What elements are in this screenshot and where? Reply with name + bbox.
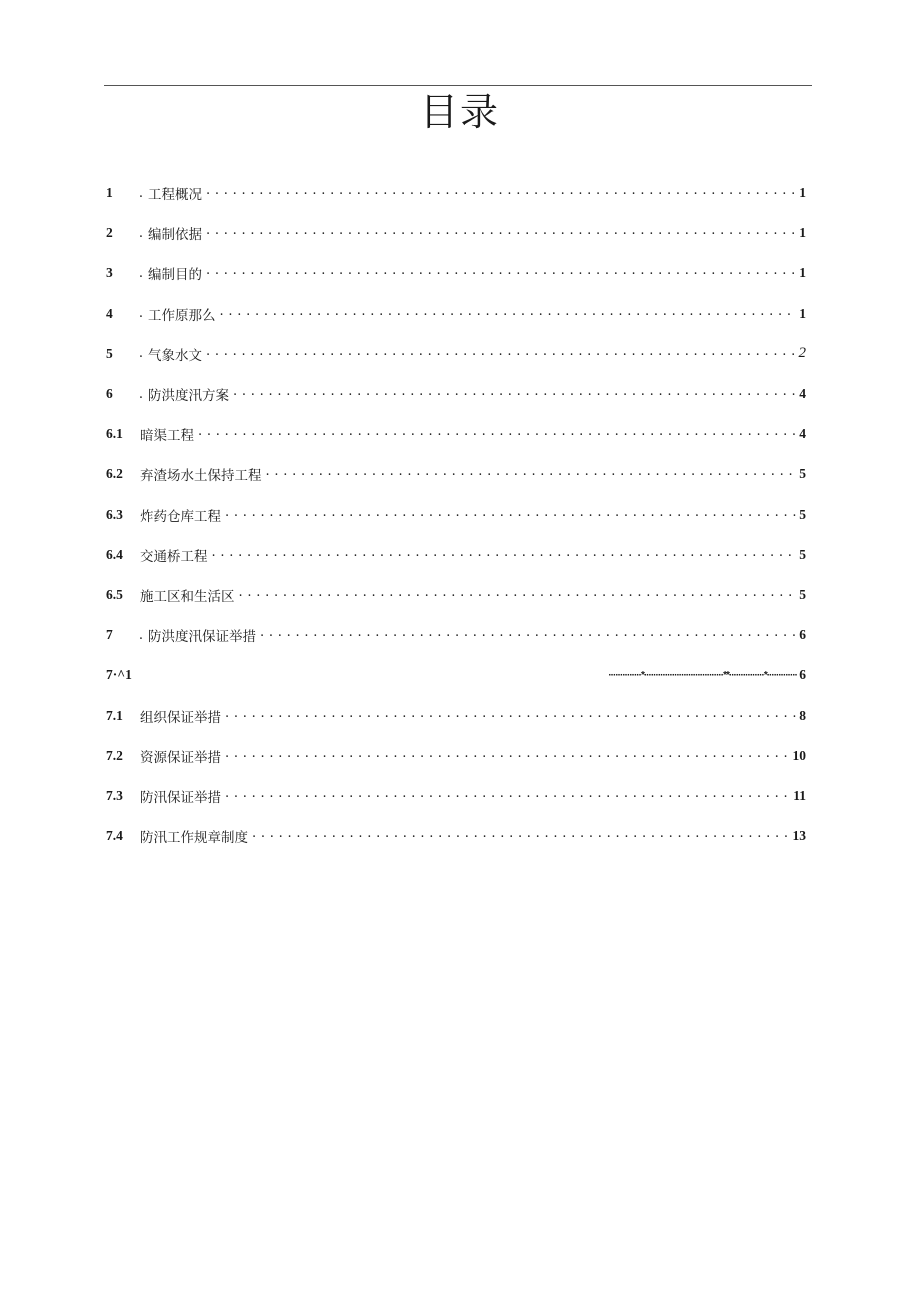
toc-page: 8 — [799, 707, 806, 723]
toc-leader — [225, 749, 791, 763]
toc-page: 2 — [798, 345, 806, 362]
toc-page: 4 — [799, 426, 806, 442]
toc-leader — [239, 588, 797, 602]
toc-label: 气象水文 — [148, 347, 202, 364]
toc-separator: . — [138, 185, 144, 201]
toc-number: 4 — [106, 305, 113, 321]
toc-label: 防汛工作规章制度 — [140, 830, 248, 847]
toc-page: 5 — [799, 506, 806, 522]
toc-number: 6.3 — [106, 506, 123, 522]
toc-leader — [233, 387, 796, 401]
toc-entry-6[interactable] — [106, 374, 806, 414]
toc-leader — [198, 427, 796, 441]
toc-label: 编制依据 — [148, 227, 202, 244]
toc-entry-5[interactable] — [106, 334, 806, 374]
toc-number: 5 — [106, 345, 113, 361]
toc-page: 6 — [799, 627, 806, 643]
toc-entry-6-3[interactable] — [106, 495, 806, 535]
toc-page: 13 — [792, 828, 806, 844]
toc-leader — [266, 467, 797, 481]
toc-label: 资源保证举措 — [140, 749, 221, 766]
toc-number: 7.3 — [106, 787, 123, 803]
toc-label: 暗渠工程 — [140, 428, 194, 445]
toc-page: 1 — [799, 265, 806, 281]
toc-separator: . — [138, 225, 144, 241]
toc-page: 1 — [799, 305, 806, 321]
toc-entry-1[interactable] — [106, 173, 806, 213]
toc-entry-6-5[interactable] — [106, 575, 806, 615]
toc-label: 弃渣场水土保持工程 — [140, 468, 262, 485]
table-of-contents — [106, 173, 806, 856]
toc-number: 1 — [106, 185, 113, 201]
toc-page: 10 — [792, 747, 806, 763]
toc-leader — [206, 226, 796, 240]
toc-entry-7-3[interactable] — [106, 776, 806, 816]
toc-entry-6-2[interactable] — [106, 454, 806, 494]
toc-page: 6 — [799, 667, 806, 683]
toc-number: 6.5 — [106, 586, 123, 602]
toc-leader — [225, 709, 796, 723]
toc-leader — [225, 789, 791, 803]
toc-separator: . — [138, 386, 144, 402]
toc-label: 防洪度汛方案 — [148, 388, 229, 405]
toc-entry-7-garbled[interactable] — [106, 655, 806, 695]
toc-entry-6-1[interactable] — [106, 414, 806, 454]
toc-leader — [206, 347, 796, 361]
toc-entry-7-2[interactable] — [106, 736, 806, 776]
toc-entry-4[interactable] — [106, 294, 806, 334]
toc-label: 工程概况 — [148, 187, 202, 204]
toc-entry-3[interactable] — [106, 253, 806, 293]
toc-label: 编制目的 — [148, 267, 202, 284]
toc-number: 7·^1 — [106, 667, 132, 683]
toc-leader — [212, 548, 797, 562]
toc-label: 组织保证举措 — [140, 709, 221, 726]
toc-label: 炸药仓库工程 — [140, 508, 221, 525]
toc-number: 7 — [106, 627, 113, 643]
toc-leader — [260, 628, 796, 642]
toc-number: 7.2 — [106, 747, 123, 763]
toc-separator: . — [138, 265, 144, 281]
toc-page: 5 — [799, 586, 806, 602]
toc-entry-7-4[interactable] — [106, 816, 806, 856]
toc-separator: . — [138, 346, 144, 362]
toc-separator: . — [138, 306, 144, 322]
toc-number: 3 — [106, 265, 113, 281]
toc-number: 6.2 — [106, 466, 123, 482]
toc-label: 防汛保证举措 — [140, 789, 221, 806]
toc-page: 1 — [799, 225, 806, 241]
toc-page: 4 — [799, 386, 806, 402]
toc-entry-7-1[interactable] — [106, 695, 806, 735]
toc-number: 6.1 — [106, 426, 123, 442]
toc-page: 1 — [799, 185, 806, 201]
toc-label: 交通桥工程 — [140, 548, 208, 565]
toc-leader — [252, 829, 791, 843]
toc-leader — [206, 186, 796, 200]
toc-page: 5 — [799, 546, 806, 562]
toc-page: 5 — [799, 466, 806, 482]
toc-number: 2 — [106, 225, 113, 241]
toc-label: 工作原那么 — [148, 307, 216, 324]
toc-page: 11 — [793, 787, 806, 803]
toc-leader — [225, 508, 796, 522]
toc-leader — [220, 307, 797, 321]
toc-separator: . — [138, 627, 144, 643]
toc-number: 6.4 — [106, 546, 123, 562]
toc-label: 施工区和生活区 — [140, 588, 235, 605]
toc-leader — [206, 266, 796, 280]
toc-entry-7[interactable] — [106, 615, 806, 655]
toc-number: 6 — [106, 386, 113, 402]
toc-label: 防洪度汛保证举措 — [148, 629, 256, 646]
toc-entry-6-4[interactable] — [106, 535, 806, 575]
page-title: 目录 — [419, 90, 500, 134]
toc-garbled-leader: ··············*··································**···············*············· — [608, 669, 797, 681]
toc-number: 7.4 — [106, 828, 123, 844]
toc-entry-2[interactable] — [106, 213, 806, 253]
toc-number: 7.1 — [106, 707, 123, 723]
